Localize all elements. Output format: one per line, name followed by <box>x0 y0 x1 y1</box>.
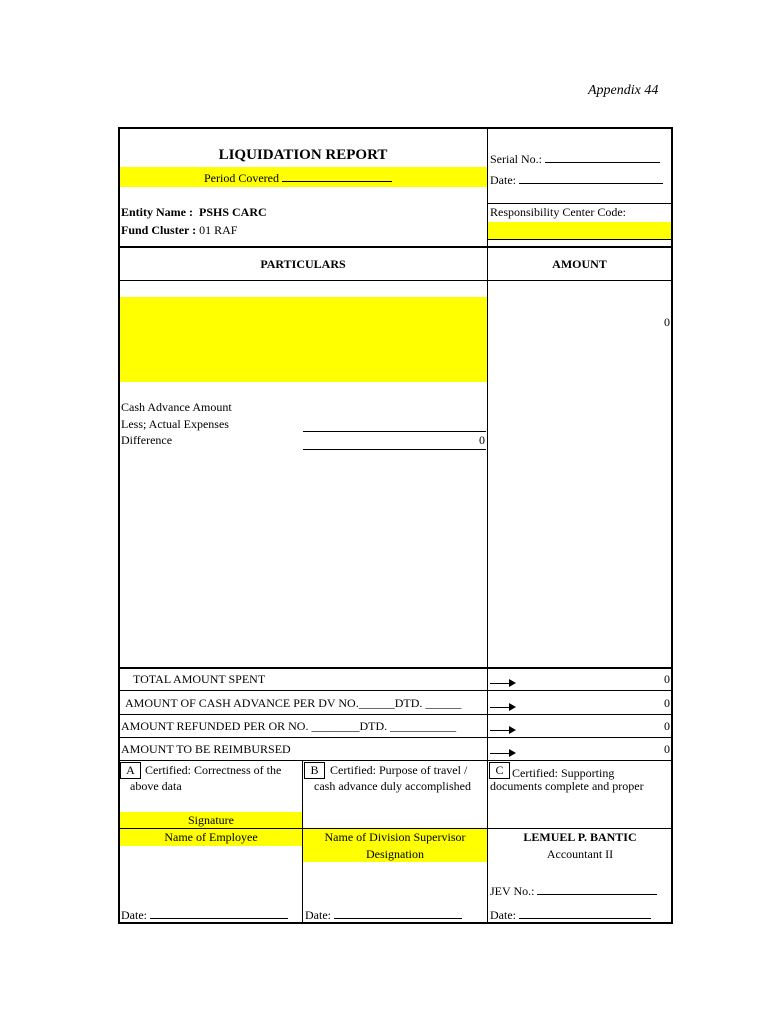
cert-b-name: Name of Division Supervisor <box>324 830 466 844</box>
cert-a-date-label: Date: <box>121 908 147 922</box>
header-date-label: Date: <box>490 173 516 187</box>
cert-a-date[interactable] <box>121 907 288 922</box>
page-title: LIQUIDATION REPORT <box>218 147 388 163</box>
reimbursed-value: 0 <box>664 742 670 756</box>
entity-name <box>121 205 267 219</box>
summary-rule <box>119 690 673 691</box>
summary-bottom-rule <box>119 760 673 761</box>
cert-c-line1: Certified: Supporting <box>512 766 615 780</box>
fund-cluster-label: Fund Cluster : <box>121 223 197 237</box>
cert-a-line2: above data <box>130 779 182 793</box>
rcc-underline <box>488 239 672 240</box>
cash-advance-dv-value: 0 <box>664 696 670 710</box>
cert-a-signature: Signature <box>188 813 234 827</box>
cert-b-designation: Designation <box>366 847 424 861</box>
cert-b-date-label: Date: <box>305 908 331 922</box>
amount-refunded-label: AMOUNT REFUNDED PER OR NO. ________DTD. ___________ <box>121 719 457 733</box>
rcc-label: Responsibility Center Code: <box>490 205 626 219</box>
fund-cluster <box>121 223 237 237</box>
total-spent-label: TOTAL AMOUNT SPENT <box>133 672 266 686</box>
header-date[interactable] <box>490 172 663 187</box>
cert-b-line2: cash advance duly accomplished <box>314 779 471 793</box>
appendix-label: Appendix 44 <box>588 83 659 98</box>
summary-top-rule <box>119 667 673 669</box>
serial-no-label: Serial No.: <box>490 152 542 166</box>
cert-c-date[interactable] <box>490 907 651 922</box>
jev-no-label: JEV No.: <box>490 884 535 898</box>
expenses-rule <box>303 431 486 432</box>
difference-value: 0 <box>479 433 485 447</box>
cert-c-position: Accountant II <box>546 847 614 861</box>
less-actual-expenses-label: Less; Actual Expenses <box>121 417 229 431</box>
cert-c-letter: C <box>489 762 510 779</box>
cert-a-name: Name of Employee <box>164 830 258 844</box>
jev-no[interactable] <box>490 883 657 898</box>
serial-no-blank[interactable] <box>545 151 660 163</box>
cash-advance-label: Cash Advance Amount <box>121 400 232 414</box>
difference-label: Difference <box>121 433 173 447</box>
summary-rule <box>119 737 673 738</box>
arrow-icon <box>490 748 516 758</box>
jev-no-blank[interactable] <box>537 883 657 895</box>
cash-advance-dv-label: AMOUNT OF CASH ADVANCE PER DV NO.______DTD. ______ <box>125 696 462 710</box>
entity-name-value: PSHS CARC <box>199 205 267 219</box>
column-header-top-rule <box>119 246 673 248</box>
total-spent-value: 0 <box>664 672 670 686</box>
cert-c-line2: documents complete and proper <box>490 779 644 793</box>
summary-rule <box>119 714 673 715</box>
particulars-entry-field[interactable] <box>120 297 487 382</box>
period-covered-blank[interactable] <box>282 170 392 182</box>
fund-cluster-value: 01 RAF <box>199 223 238 237</box>
arrow-icon <box>490 678 516 688</box>
rcc-top-rule <box>488 203 672 204</box>
arrow-icon <box>490 702 516 712</box>
cert-b-line1: Certified: Purpose of travel / <box>330 763 468 777</box>
cert-c-date-label: Date: <box>490 908 516 922</box>
cert-c-name: LEMUEL P. BANTIC <box>523 830 637 844</box>
cert-a-date-blank[interactable] <box>150 907 288 919</box>
cert-b-letter: B <box>304 762 325 779</box>
cert-b-date-blank[interactable] <box>334 907 462 919</box>
cert-c-date-blank[interactable] <box>519 907 651 919</box>
difference-rule <box>303 449 486 450</box>
entity-name-label: Entity Name : <box>121 205 193 219</box>
rcc-field[interactable] <box>488 222 671 239</box>
reimbursed-label: AMOUNT TO BE REIMBURSED <box>121 742 291 756</box>
header-date-blank[interactable] <box>519 172 663 184</box>
cert-a-line1: Certified: Correctness of the <box>145 763 282 777</box>
amount-value: 0 <box>664 315 670 329</box>
cert-b-date[interactable] <box>305 907 462 922</box>
cert-a-signature-rule <box>120 828 302 829</box>
period-covered[interactable] <box>204 170 392 185</box>
arrow-icon <box>490 725 516 735</box>
cert-c-signature-rule <box>488 828 672 829</box>
cert-a-letter: A <box>120 762 141 779</box>
amount-header: AMOUNT <box>552 257 607 271</box>
column-header-bottom-rule <box>119 280 673 281</box>
period-covered-label: Period Covered <box>204 171 279 185</box>
particulars-header: PARTICULARS <box>260 257 346 271</box>
serial-no[interactable] <box>490 151 660 166</box>
amount-refunded-value: 0 <box>664 719 670 733</box>
